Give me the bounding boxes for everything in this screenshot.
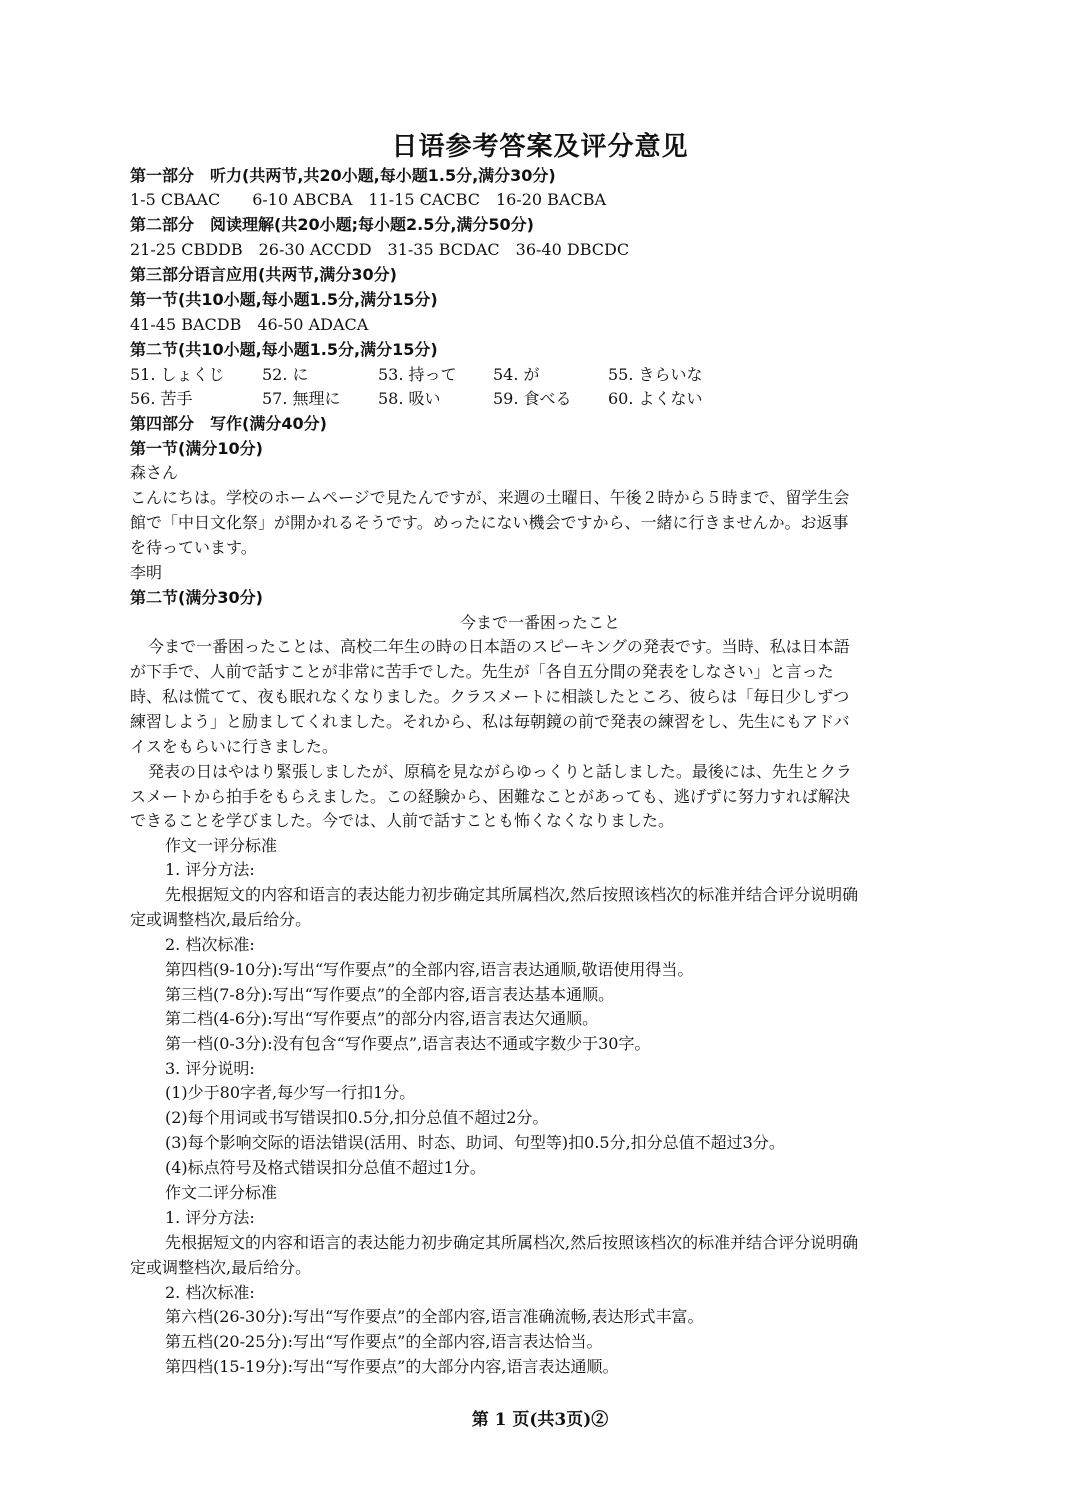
criteria-level: 第四档(15-19分):写出“写作要点”的大部分内容,语言表达通顺。 xyxy=(165,1357,619,1376)
part1-heading: 第一部分 听力(共两节,共20小题,每小题1.5分,满分30分) xyxy=(130,166,556,185)
essay-title: 今まで一番困ったこと xyxy=(459,613,620,632)
criteria-method-line: 定或调整档次,最后给分。 xyxy=(130,910,312,929)
criteria-level: 第四档(9-10分):写出“写作要点”的全部内容,语言表达通顺,敬语使用得当。 xyxy=(165,960,694,979)
criteria-note: (2)每个用词或书写错误扣0.5分,扣分总值不超过2分。 xyxy=(165,1108,549,1127)
page-footer: 第 1 页(共3页)② xyxy=(471,1410,609,1430)
criteria-level: 第六档(26-30分):写出“写作要点”的全部内容,语言准确流畅,表达形式丰富。 xyxy=(165,1307,704,1326)
criteria-levels-label: 2. 档次标准: xyxy=(165,1283,255,1302)
criteria-heading: 作文二评分标准 xyxy=(165,1183,278,1202)
essay-line: 時、私は慌てて、夜も眠れなくなりました。クラスメートに相談したところ、彼らは「毎日少しずつ xyxy=(130,687,850,706)
blank-answer: 58. 吸い xyxy=(378,389,441,408)
essay-line: 練習しよう」と励ましてくれました。それから、私は毎朝鏡の前で発表の練習をし、先生にもアドバ xyxy=(130,712,850,731)
blank-answer: 51. しょくじ xyxy=(130,365,225,384)
part2-answers: 21-25 CBDDB 26-30 ACCDD 31-35 BCDAC 36-40 DBCDC xyxy=(130,240,630,259)
essay-line: 発表の日はやはり緊張しましたが、原稿を見ながらゆっくりと話しました。最後には、先生とクラ xyxy=(148,762,852,781)
criteria-level: 第一档(0-3分):没有包含“写作要点”,语言表达不通或字数少于30字。 xyxy=(165,1034,651,1053)
letter-line: 館で「中日文化祭」が開かれるそうです。めったにない機会ですから、一緒に行きませんか。お返事 xyxy=(130,513,849,532)
part2-heading: 第二部分 阅读理解(共20小题;每小题2.5分,满分50分) xyxy=(130,215,534,234)
criteria-method-line: 先根据短文的内容和语言的表达能力初步确定其所属档次,然后按照该档次的标准并结合评分说明确 xyxy=(165,1233,859,1252)
criteria-level: 第三档(7-8分):写出“写作要点”的全部内容,语言表达基本通顺。 xyxy=(165,985,615,1004)
document-title: 日语参考答案及评分意见 xyxy=(391,132,689,162)
part4-heading: 第四部分 写作(满分40分) xyxy=(130,414,327,433)
blank-answer: 54. が xyxy=(493,365,540,384)
criteria-notes-label: 3. 评分说明: xyxy=(165,1059,255,1078)
blank-answer: 60. よくない xyxy=(608,389,703,408)
blank-answer: 53. 持って xyxy=(378,365,457,384)
criteria-note: (3)每个影响交际的语法错误(活用、时态、助词、句型等)扣0.5分,扣分总值不超过3分。 xyxy=(165,1133,785,1152)
blank-answer: 55. きらいな xyxy=(608,365,703,384)
blank-answer: 52. に xyxy=(262,365,309,384)
letter-line: 森さん xyxy=(130,463,179,482)
criteria-note: (4)标点符号及格式错误扣分总值不超过1分。 xyxy=(165,1158,486,1177)
essay-line: 今まで一番困ったことは、高校二年生の時の日本語のスピーキングの発表です。当時、私は日本語 xyxy=(148,637,850,656)
essay-line: スメートから拍手をもらえました。この経験から、困難なことがあっても、逃げずに努力すれば解決 xyxy=(130,787,850,806)
blank-answer: 57. 無理に xyxy=(262,389,341,408)
criteria-note: (1)少于80字者,每少写一行扣1分。 xyxy=(165,1083,416,1102)
criteria-method-line: 定或调整档次,最后给分。 xyxy=(130,1258,312,1277)
criteria-heading: 作文一评分标准 xyxy=(165,836,278,855)
essay-line: できることを学びました。今では、人前で話すことも怖くなくなりました。 xyxy=(130,811,675,830)
essay-line: が下手で、人前で話すことが非常に苦手でした。先生が「各自五分間の発表をしなさい」と言った xyxy=(130,662,834,681)
criteria-method-label: 1. 评分方法: xyxy=(165,860,255,879)
essay-line: イスをもらいに行きました。 xyxy=(130,737,338,756)
blank-answer: 56. 苦手 xyxy=(130,389,193,408)
part3-section1-answers: 41-45 BACDB 46-50 ADACA xyxy=(130,315,369,334)
letter-line: を待っています。 xyxy=(130,538,257,557)
part3-section2-heading: 第二节(共10小题,每小题1.5分,满分15分) xyxy=(130,340,438,359)
blank-answer: 59. 食べる xyxy=(493,389,572,408)
part4-section1-heading: 第一节(满分10分) xyxy=(130,439,263,458)
criteria-method-line: 先根据短文的内容和语言的表达能力初步确定其所属档次,然后按照该档次的标准并结合评分说明确 xyxy=(165,885,859,904)
part4-section2-heading: 第二节(满分30分) xyxy=(130,588,263,607)
criteria-level: 第二档(4-6分):写出“写作要点”的部分内容,语言表达欠通顺。 xyxy=(165,1009,599,1028)
part3-section1-heading: 第一节(共10小题,每小题1.5分,满分15分) xyxy=(130,290,438,309)
letter-line: 李明 xyxy=(130,563,163,582)
criteria-levels-label: 2. 档次标准: xyxy=(165,935,255,954)
letter-line: こんにちは。学校のホームページで見たんですが、来週の土曜日、午後２時から５時まで、留学生会 xyxy=(130,488,850,507)
criteria-method-label: 1. 评分方法: xyxy=(165,1208,255,1227)
part3-heading: 第三部分语言应用(共两节,满分30分) xyxy=(130,265,397,284)
part1-answers: 1-5 CBAAC 6-10 ABCBA 11-15 CACBC 16-20 BACBA xyxy=(130,190,607,209)
criteria-level: 第五档(20-25分):写出“写作要点”的全部内容,语言表达恰当。 xyxy=(165,1332,603,1351)
